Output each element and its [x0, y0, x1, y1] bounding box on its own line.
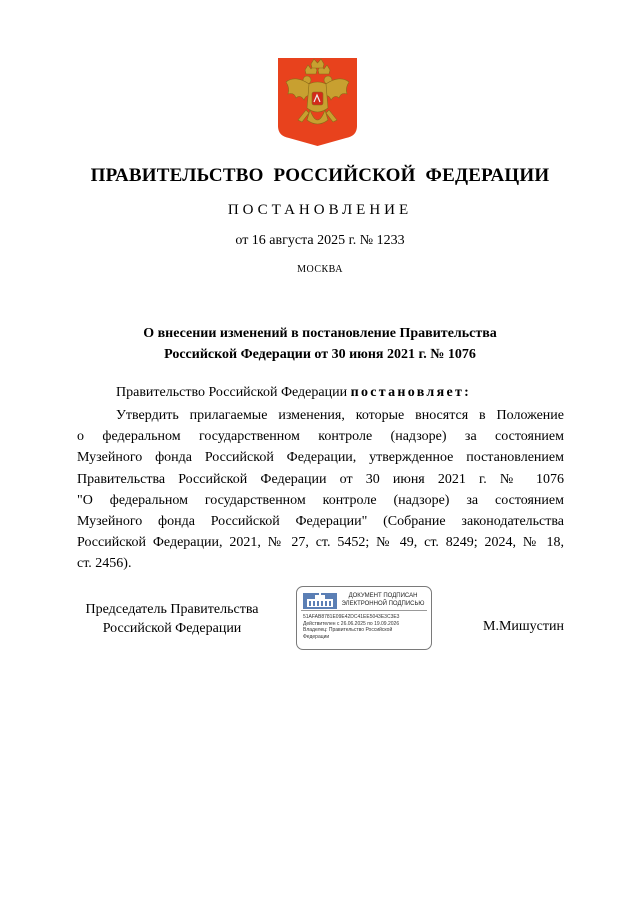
preamble	[116, 385, 471, 401]
preamble-text: Правительство Российской Федерации	[116, 385, 351, 400]
stamp-title-line: ДОКУМЕНТ ПОДПИСАН	[348, 593, 418, 599]
russian-coat-of-arms-icon	[276, 56, 359, 148]
body-line: Правительства Российской Федерации от 30 июня 2021 г. № 1076	[77, 471, 564, 487]
document-date-number: от 16 августа 2025 г. № 1233	[235, 233, 405, 248]
signer-position	[76, 600, 268, 638]
decree-word: постановляет:	[350, 385, 472, 400]
body-line: Музейного фонда Российской Федерации, утвержденное постановлением	[77, 450, 564, 466]
certificate-number: 51AFAB8781E09E42DC41EE5043E3C3E3	[303, 614, 400, 620]
document-city: МОСКВА	[297, 264, 343, 275]
body-line: Музейного фонда Российской Федерации" (Собрание законодательства	[77, 513, 564, 529]
subject-line: Российской Федерации от 30 июня 2021 г. № 1076	[164, 347, 476, 362]
body-line: Утвердить прилагаемые изменения, которые вносятся в Положение	[116, 408, 564, 423]
government-title: ПРАВИТЕЛЬСТВО РОССИЙСКОЙ ФЕДЕРАЦИИ	[90, 165, 550, 186]
document-type: ПОСТАНОВЛЕНИЕ	[227, 202, 413, 218]
body-line: Российской Федерации, 2021, № 27, ст. 5452; № 49, ст. 8249; 2024, № 18,	[77, 535, 564, 551]
signer-position-line: Российской Федерации	[102, 621, 242, 636]
government-building-icon	[303, 593, 337, 609]
stamp-title-line: ЭЛЕКТРОННОЙ ПОДПИСЬЮ	[341, 601, 425, 607]
certificate-owner: Владелец: Правительство Российской	[303, 627, 393, 634]
signer-position-line: Председатель Правительства	[85, 602, 259, 617]
signer-name: М.Мишустин	[483, 619, 564, 634]
decree-body	[77, 405, 564, 575]
certificate-owner: Федерации	[303, 633, 330, 640]
body-line: о федеральном государственном контроле (надзоре) за состоянием	[77, 429, 564, 445]
subject-line: О внесении изменений в постановление Правительства	[143, 326, 497, 341]
stamp-divider	[301, 610, 427, 611]
certificate-validity: Действителен с 26.06.2025 по 19.09.2026	[303, 620, 400, 627]
decree-subject	[0, 323, 640, 365]
body-line: "О федеральном государственном контроле (надзоре) за состоянием	[77, 492, 564, 508]
body-line: ст. 2456).	[77, 556, 132, 572]
stamp-title	[337, 592, 429, 608]
stamp-details	[303, 614, 429, 640]
electronic-signature-stamp	[296, 586, 432, 650]
